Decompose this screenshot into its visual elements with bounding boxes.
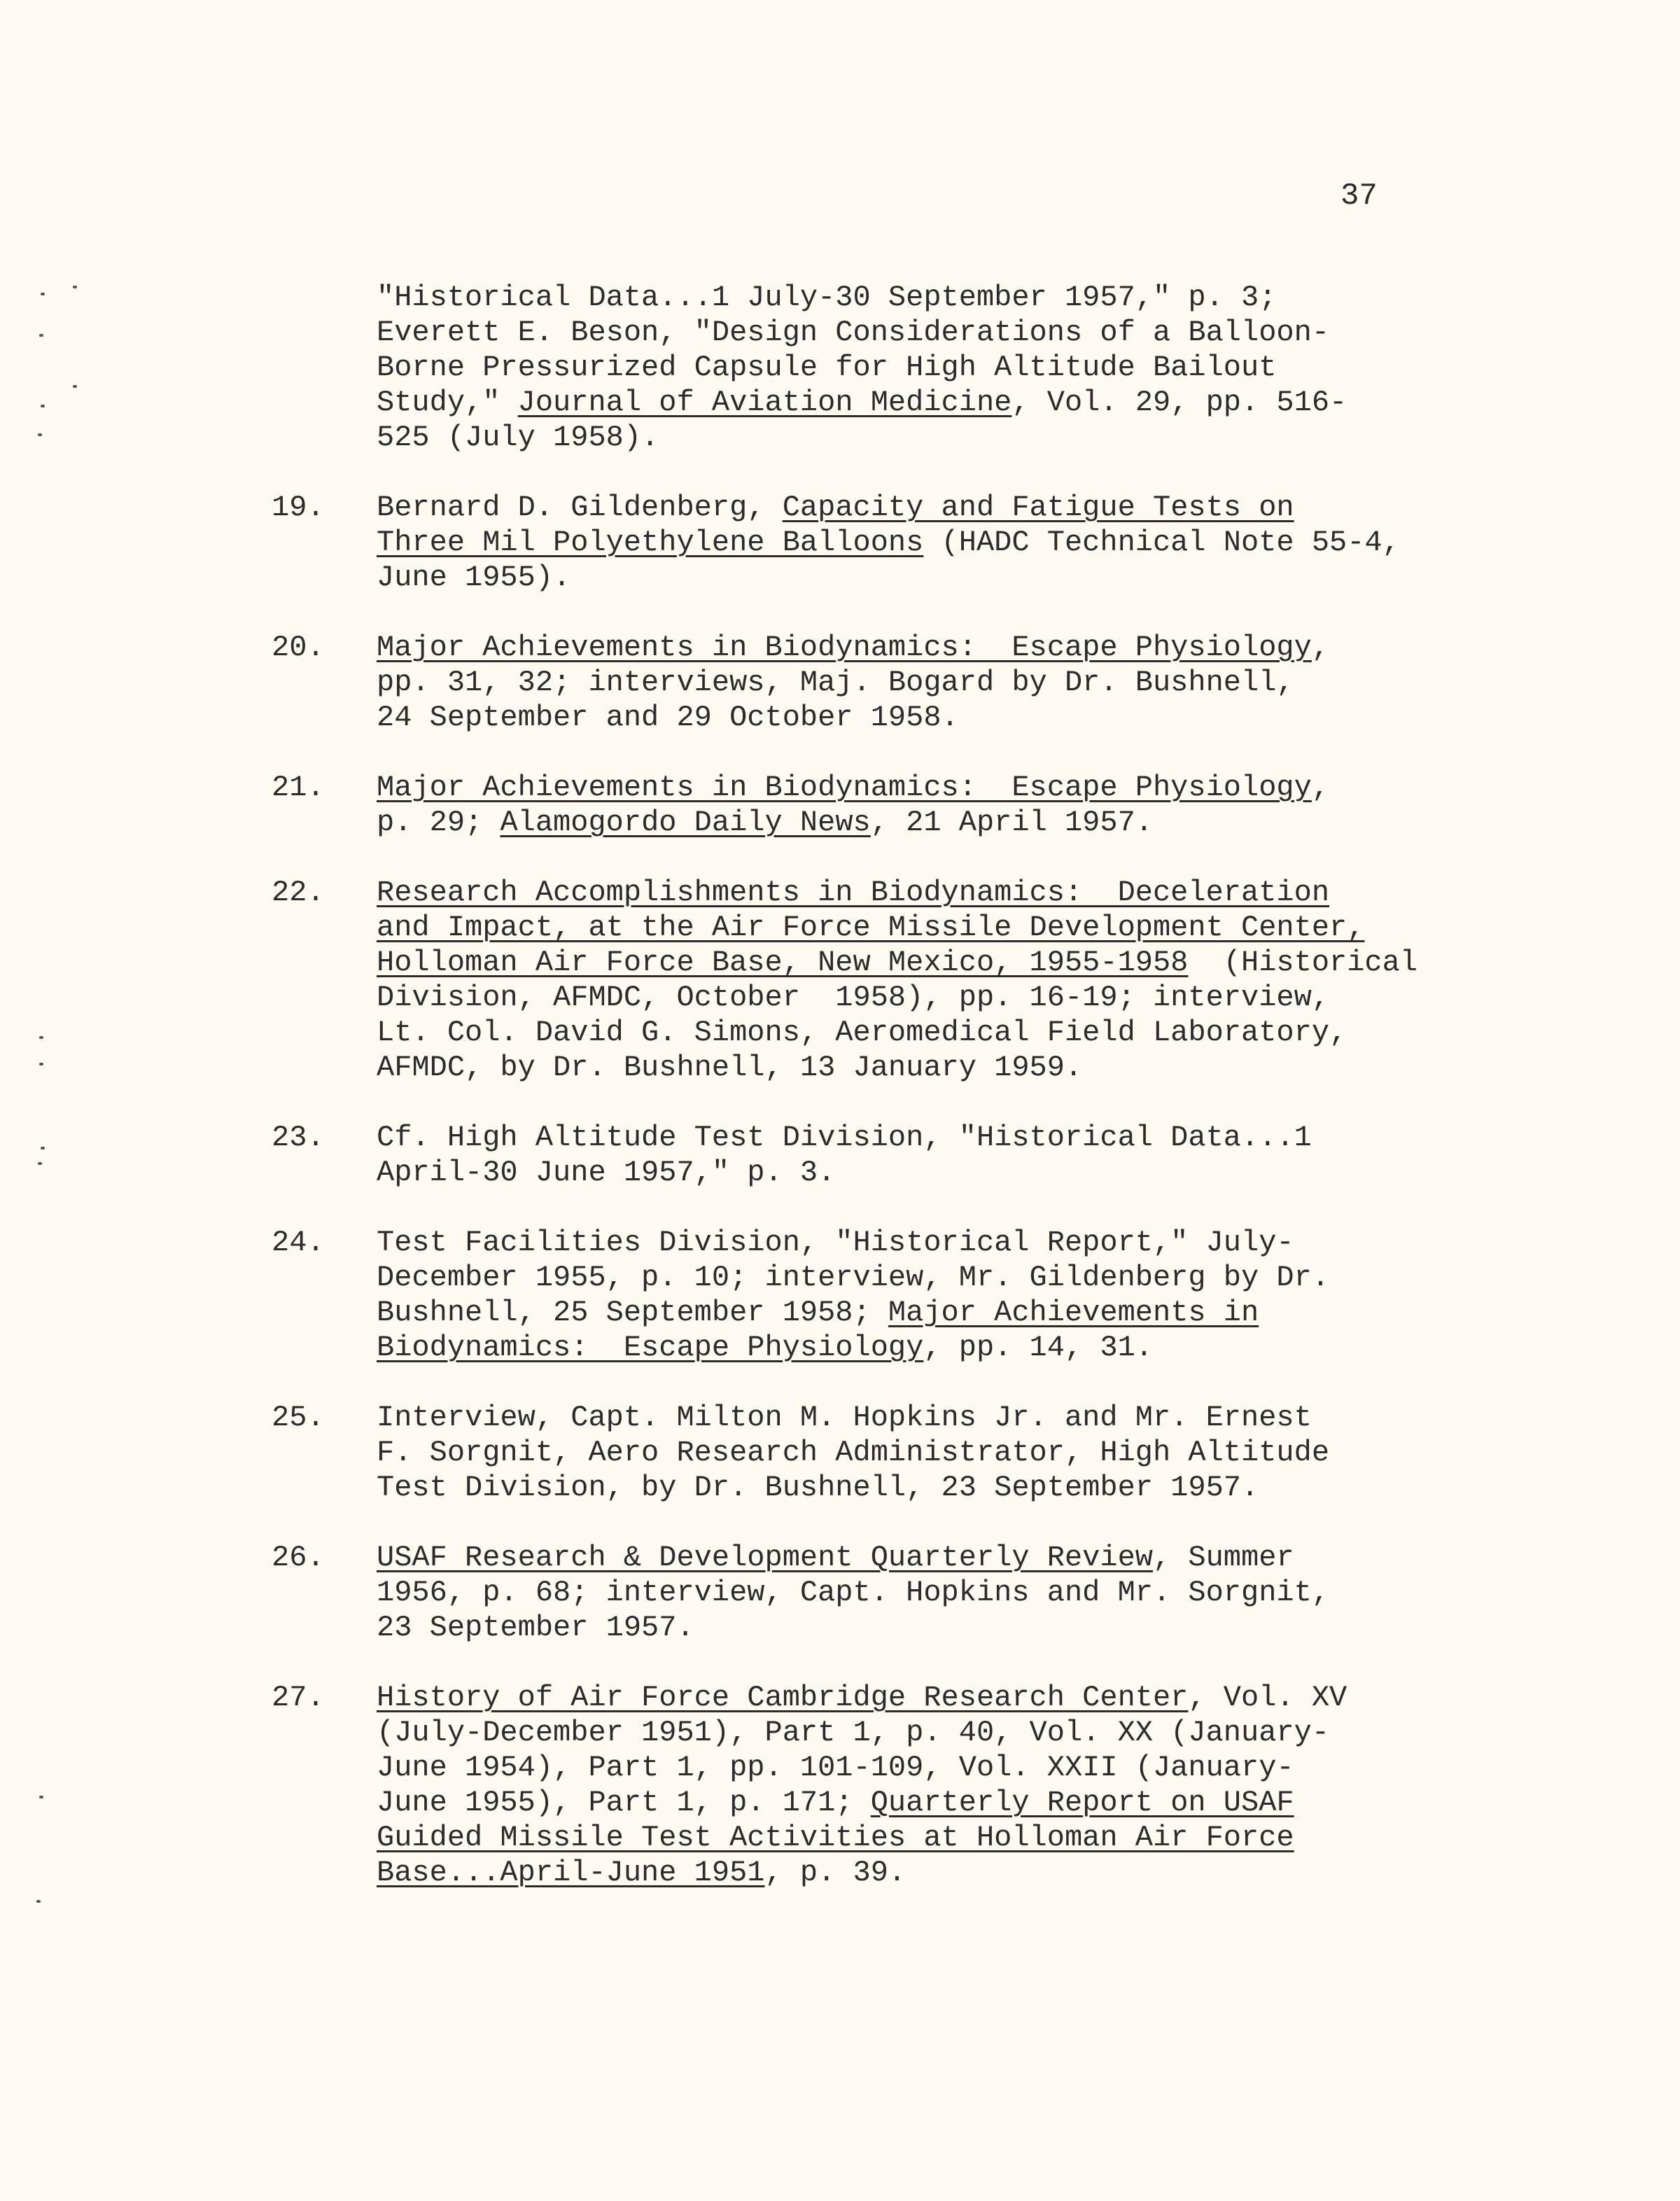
text-line [377, 280, 1413, 315]
text-segment: 23 September 1957. [377, 1611, 694, 1644]
endnote [0, 875, 1680, 1085]
text-line [377, 770, 1413, 805]
text-segment: Test Division, by Dr. Bushnell, 23 September 1957. [377, 1471, 1259, 1504]
endnote [0, 1400, 1680, 1505]
text-segment: , Vol. XV [1188, 1681, 1348, 1714]
endnotes-list [0, 280, 1680, 1925]
text-line [377, 875, 1413, 910]
text-segment: Everett E. Beson, "Design Considerations of a Balloon- [377, 316, 1330, 349]
underlined-title: Guided Missile Test Activities at Holloman Air Force [377, 1821, 1294, 1854]
text-segment: Bushnell, 25 September 1958; [377, 1296, 888, 1329]
endnote [0, 490, 1680, 595]
underlined-title: Research Accomplishments in Biodynamics: Deceleration [377, 876, 1330, 909]
text-segment: Division, AFMDC, October 1958), pp. 16-19; interview, [377, 981, 1330, 1014]
endnote-text [377, 770, 1413, 840]
text-line [377, 350, 1413, 385]
underlined-title: History of Air Force Cambridge Research Center [377, 1681, 1189, 1714]
endnote-number: 22. [272, 876, 325, 909]
text-segment: April-30 June 1957," p. 3. [377, 1156, 836, 1189]
text-segment: Cf. High Altitude Test Division, "Historical Data...1 [377, 1121, 1312, 1154]
endnote-number: 23. [272, 1121, 325, 1154]
text-line [377, 1785, 1413, 1820]
text-segment: "Historical Data...1 July-30 September 1957," p. 3; [377, 281, 1277, 314]
text-line [377, 420, 1413, 455]
text-segment: 24 September and 29 October 1958. [377, 701, 959, 734]
text-segment: , 21 April 1957. [870, 806, 1153, 839]
text-line [377, 700, 1413, 735]
text-line [377, 1750, 1413, 1785]
underlined-title: USAF Research & Development Quarterly Review [377, 1541, 1153, 1574]
text-segment: Test Facilities Division, "Historical Report," July- [377, 1226, 1294, 1259]
text-line [377, 1015, 1413, 1050]
endnote-text [377, 875, 1418, 1085]
underlined-title: and Impact, at the Air Force Missile Development Center, [377, 911, 1365, 944]
endnote-text [377, 630, 1413, 735]
text-line [377, 1575, 1413, 1610]
text-line [377, 1330, 1413, 1365]
text-line [377, 1260, 1413, 1295]
endnote-text [377, 1225, 1413, 1365]
text-line [377, 1435, 1413, 1470]
text-segment: December 1955, p. 10; interview, Mr. Gildenberg by Dr. [377, 1261, 1330, 1294]
endnote-number: 21. [272, 771, 325, 804]
underlined-title: Major Achievements in Biodynamics: Escape Physiology [377, 771, 1312, 804]
text-line [377, 1470, 1413, 1505]
text-segment: AFMDC, by Dr. Bushnell, 13 January 1959. [377, 1051, 1083, 1084]
text-line [377, 910, 1413, 945]
page-number: 37 [1340, 179, 1378, 214]
text-line [377, 1820, 1413, 1855]
endnote-text [377, 1120, 1413, 1190]
text-line [377, 1715, 1413, 1750]
text-segment: , Vol. 29, pp. 516- [1011, 386, 1348, 419]
underlined-title: Biodynamics: Escape Physiology [377, 1331, 924, 1364]
text-segment: Lt. Col. David G. Simons, Aeromedical Field Laboratory, [377, 1016, 1348, 1049]
text-line [377, 1680, 1413, 1715]
text-line [377, 560, 1413, 595]
endnote-number: 26. [272, 1541, 325, 1574]
text-line [377, 1295, 1413, 1330]
text-segment: (July-December 1951), Part 1, p. 40, Vol. XX (January- [377, 1716, 1330, 1749]
text-line [377, 630, 1413, 665]
text-line [377, 1120, 1413, 1155]
underlined-title: Three Mil Polyethylene Balloons [377, 526, 924, 559]
endnote [0, 770, 1680, 840]
endnote-number: 25. [272, 1401, 325, 1434]
text-segment: Borne Pressurized Capsule for High Altitude Bailout [377, 351, 1277, 384]
text-segment: pp. 31, 32; interviews, Maj. Bogard by Dr. Bushnell, [377, 666, 1294, 699]
text-segment: (Historical [1188, 946, 1418, 979]
text-line [377, 1610, 1413, 1645]
text-segment: , [1311, 771, 1330, 804]
text-line [377, 1155, 1413, 1190]
text-segment: , p. 39. [764, 1856, 906, 1889]
text-line [377, 1050, 1413, 1085]
text-segment: Interview, Capt. Milton M. Hopkins Jr. and Mr. Ernest [377, 1401, 1312, 1434]
endnote-text [377, 1400, 1413, 1505]
text-segment: F. Sorgnit, Aero Research Administrator, High Altitude [377, 1436, 1330, 1469]
underlined-title: Holloman Air Force Base, New Mexico, 1955-1958 [377, 946, 1189, 979]
underlined-title: Major Achievements in [888, 1296, 1259, 1329]
text-segment: June 1955). [377, 561, 571, 594]
text-segment: (HADC Technical Note 55-4, [923, 526, 1400, 559]
underlined-title: Major Achievements in Biodynamics: Escape Physiology [377, 631, 1312, 664]
underlined-title: Base...April-June 1951 [377, 1856, 765, 1889]
text-line [377, 980, 1413, 1015]
endnote-text [377, 280, 1413, 455]
endnote-text [377, 1540, 1413, 1645]
endnote [0, 630, 1680, 735]
text-segment: Bernard D. Gildenberg, [377, 491, 783, 524]
text-line [377, 385, 1413, 420]
text-segment: , [1311, 631, 1330, 664]
text-line [377, 1855, 1413, 1890]
underlined-title: Alamogordo Daily News [500, 806, 871, 839]
text-segment: June 1955), Part 1, p. 171; [377, 1786, 871, 1819]
endnote-text [377, 1680, 1413, 1890]
endnote-number: 24. [272, 1226, 325, 1259]
endnote [0, 280, 1680, 455]
endnote-text [377, 490, 1413, 595]
text-line [377, 1225, 1413, 1260]
endnote [0, 1120, 1680, 1190]
text-segment: 1956, p. 68; interview, Capt. Hopkins and Mr. Sorgnit, [377, 1576, 1330, 1609]
text-line [377, 1400, 1413, 1435]
endnote-number: 20. [272, 631, 325, 664]
text-segment: June 1954), Part 1, pp. 101-109, Vol. XXII (January- [377, 1751, 1294, 1784]
underlined-title: Capacity and Fatigue Tests on [782, 491, 1294, 524]
text-line [377, 665, 1413, 700]
endnote [0, 1680, 1680, 1890]
endnote-number: 19. [272, 491, 325, 524]
text-line [377, 945, 1418, 980]
underlined-title: Journal of Aviation Medicine [517, 386, 1012, 419]
underlined-title: Quarterly Report on USAF [870, 1786, 1294, 1819]
text-line [377, 490, 1413, 525]
text-segment: 525 (July 1958). [377, 421, 659, 454]
endnote [0, 1540, 1680, 1645]
text-line [377, 525, 1413, 560]
text-segment: p. 29; [377, 806, 500, 839]
text-line [377, 1540, 1413, 1575]
text-segment: , Summer [1152, 1541, 1294, 1574]
text-segment: , pp. 14, 31. [923, 1331, 1153, 1364]
endnote-number: 27. [272, 1681, 325, 1714]
text-line [377, 315, 1413, 350]
text-segment: Study," [377, 386, 518, 419]
endnote [0, 1225, 1680, 1365]
text-line [377, 805, 1413, 840]
